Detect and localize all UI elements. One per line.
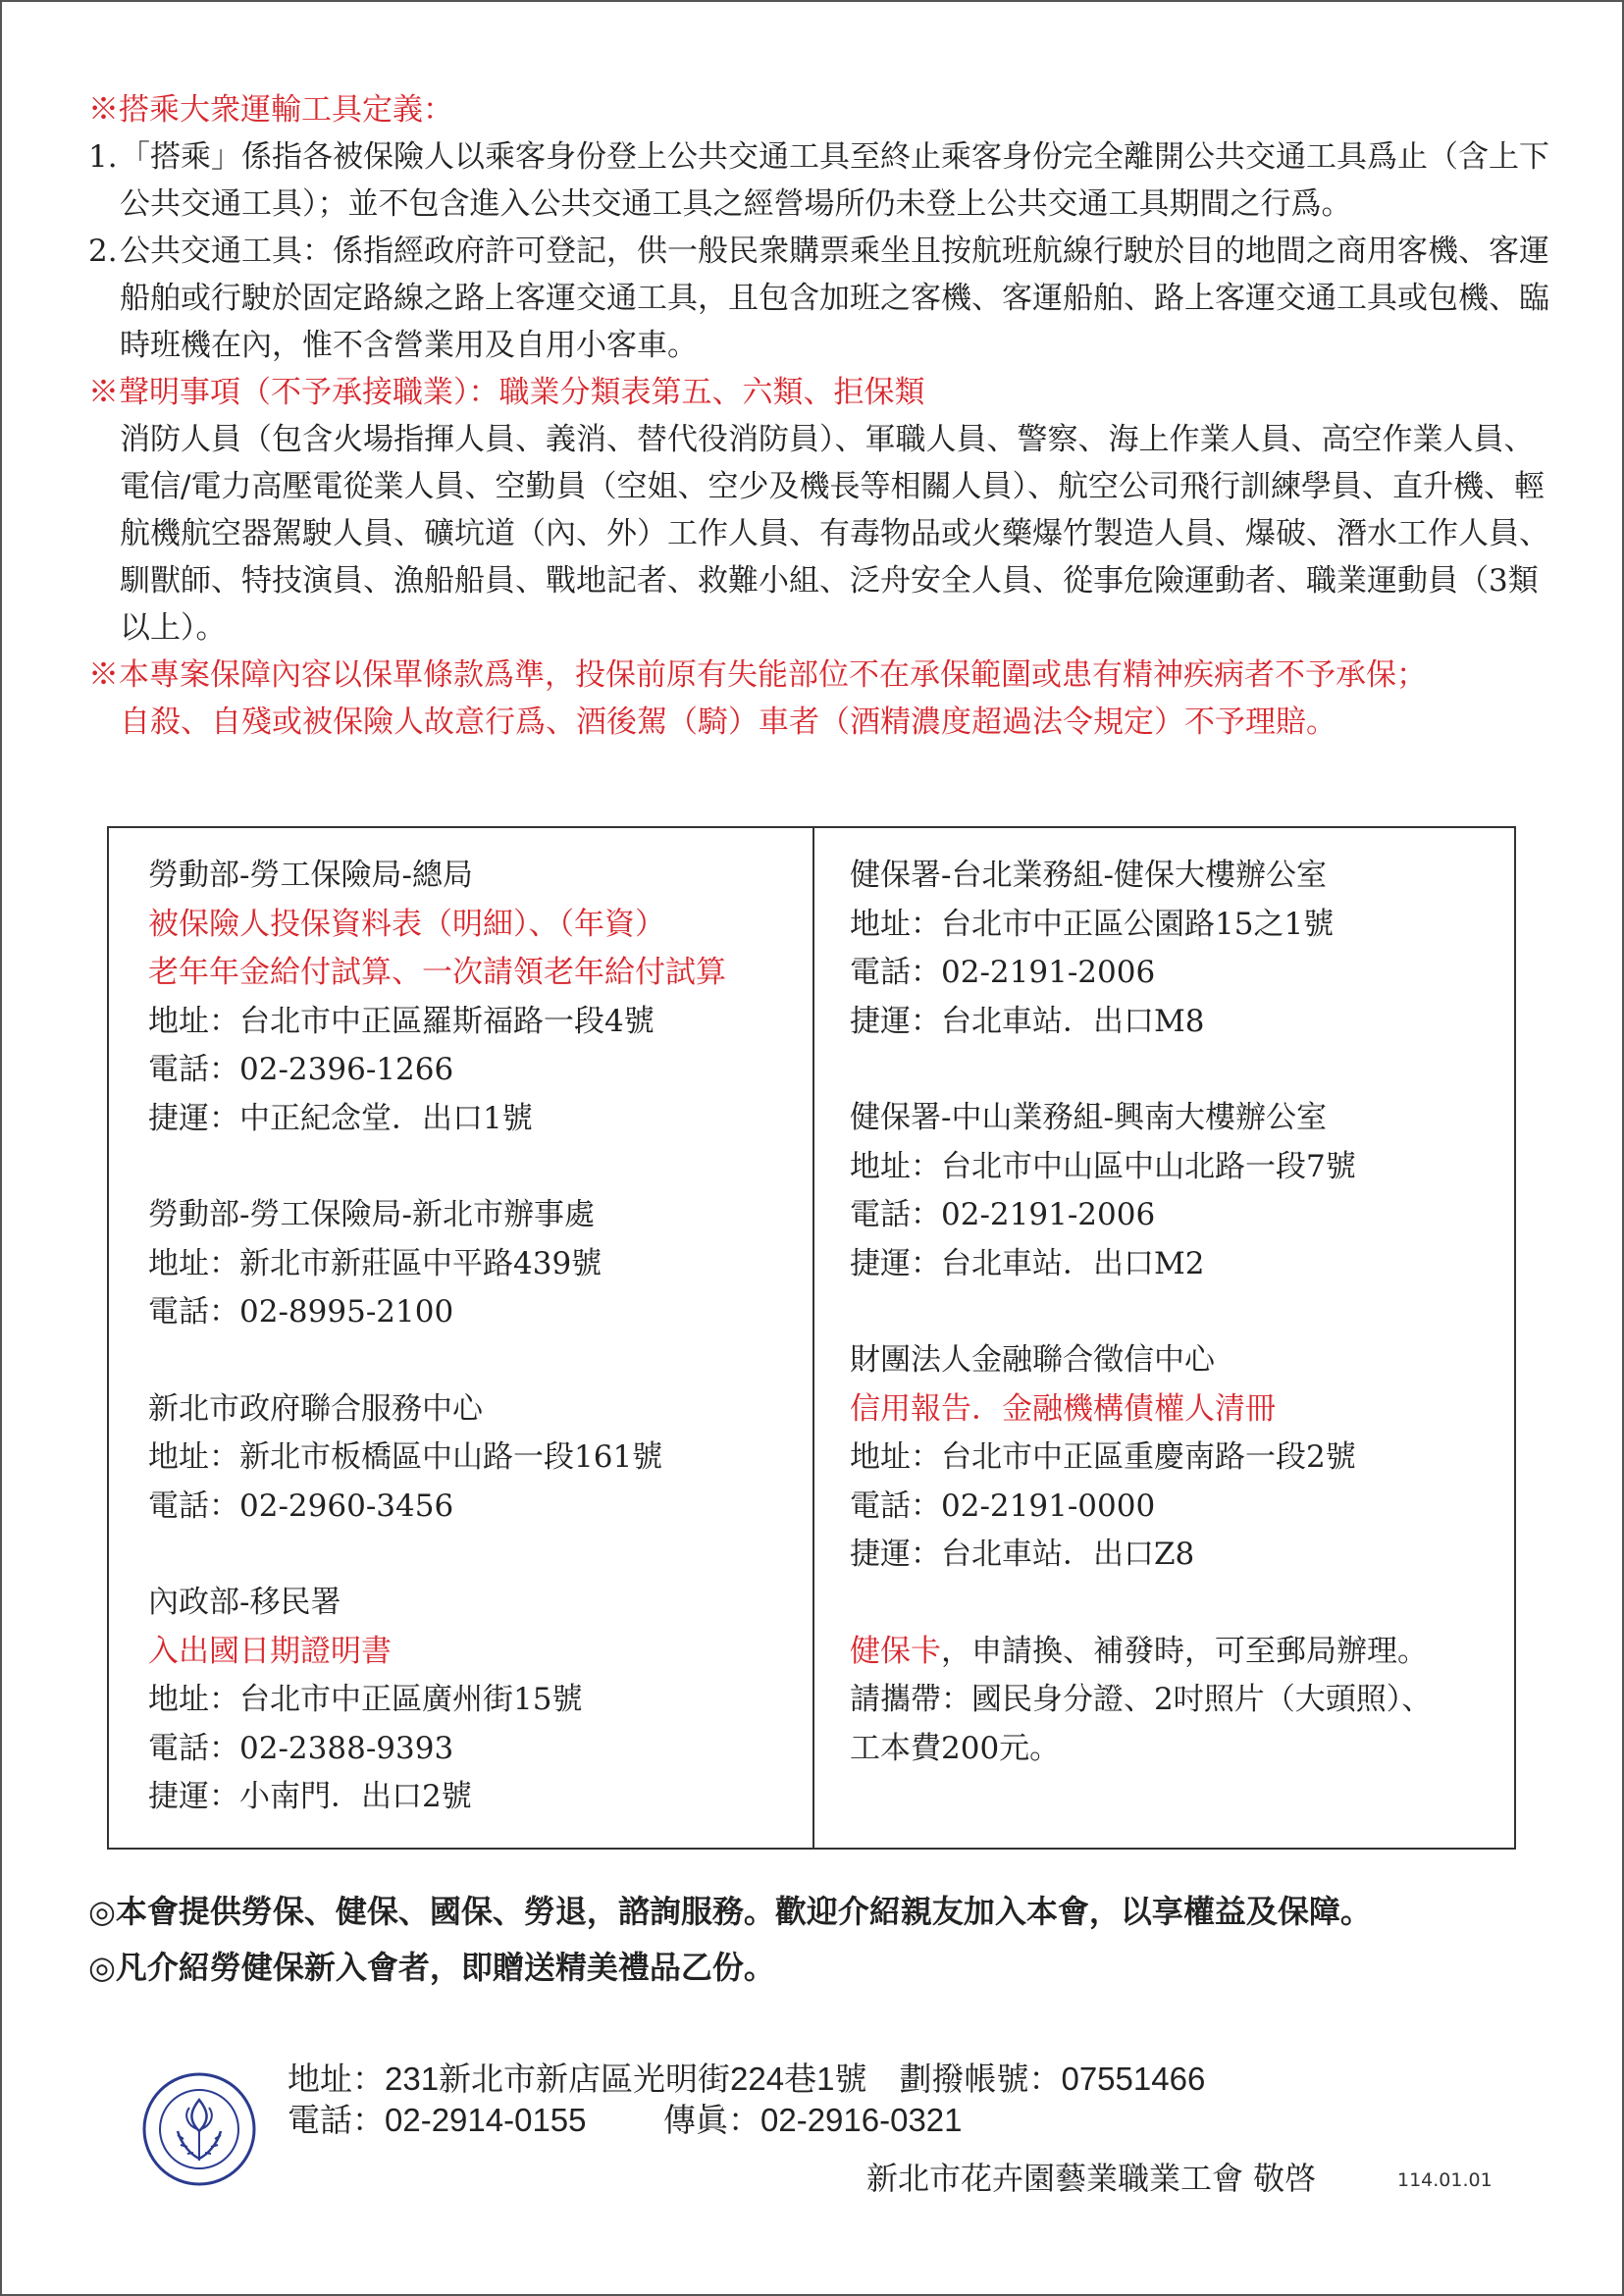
office-address: 地址：台北市中山區中山北路一段7號 <box>850 1148 1356 1184</box>
directory-right-column <box>814 828 1514 1848</box>
service-item: 老年年金給付試算、一次請領老年給付試算 <box>148 955 726 990</box>
union-fax: 傳眞：02-2916-0321 <box>663 2102 963 2138</box>
office-address: 地址：台北市中正區重慶南路一段2號 <box>850 1439 1356 1475</box>
office-address: 地址：台北市中正區公園路15之1號 <box>850 906 1335 942</box>
policy-note-line-1: ※本專案保障內容以保單條款爲準，投保前原有失能部位不在承保範圍或患有精神疾病者不予承保； <box>88 657 1427 693</box>
office-address: 地址：新北市新莊區中平路439號 <box>148 1245 602 1281</box>
office-title: 健保署-中山業務組-興南大樓辦公室 <box>850 1100 1327 1135</box>
item-text: 「搭乘」係指各被保險人以乘客身份登上公共交通工具至終止乘客身份完全離開公共交通工具爲止（含上下公共交通工具）；並不包含進入公共交通工具之經營場所仍未登上公共交通工具期間之行爲。 <box>120 139 1549 222</box>
office-title: 新北市政府聯合服務中心 <box>148 1390 483 1427</box>
declaration-heading: ※聲明事項（不予承接職業）：職業分類表第五、六類、拒保類 <box>88 375 925 410</box>
transport-definition-heading: ※搭乘大衆運輸工具定義： <box>88 92 453 128</box>
office-directory-table <box>107 826 1516 1850</box>
directory-left-column <box>109 828 814 1848</box>
office-mrt: 捷運：小南門．出口2號 <box>148 1779 472 1814</box>
office-address: 地址：台北市中正區羅斯福路一段4號 <box>148 1003 655 1039</box>
office-phone: 電話：02-2191-2006 <box>850 1197 1156 1232</box>
office-mrt: 捷運：台北車站．出口M2 <box>850 1245 1205 1281</box>
gift-statement: ◎凡介紹勞健保新入會者，即贈送精美禮品乙份。 <box>88 1949 775 1986</box>
policy-note-line-2: 自殺、自殘或被保險人故意行爲、酒後駕（騎）車者（酒精濃度超過法令規定）不予理賠。 <box>120 704 1336 740</box>
item-number: 1. <box>88 139 118 175</box>
union-contact <box>288 2059 1205 2141</box>
service-statement: ◎本會提供勞保、健保、國保、勞退，諮詢服務。歡迎介紹親友加入本會，以享權益及保障。 <box>88 1893 1372 1930</box>
health-card-text: ，申請換、補發時，可至郵局辦理。 <box>941 1633 1428 1669</box>
office-phone: 電話：02-8995-2100 <box>148 1294 454 1330</box>
union-phone-row <box>288 2100 1205 2141</box>
union-phone: 電話：02-2914-0155 <box>288 2102 587 2138</box>
office-mrt: 捷運：中正紀念堂．出口1號 <box>148 1100 533 1136</box>
document-version: 114.01.01 <box>1397 2169 1493 2191</box>
service-item: 信用報告．金融機構債權人清冊 <box>850 1390 1276 1427</box>
footer-notes <box>88 1884 1372 1996</box>
office-title: 勞動部-勞工保險局-新北市辦事處 <box>148 1197 595 1232</box>
office-phone: 電話：02-2396-1266 <box>148 1052 454 1087</box>
office-mrt: 捷運：台北車站．出口M8 <box>850 1003 1205 1039</box>
office-mrt: 捷運：台北車站．出口Z8 <box>850 1537 1195 1572</box>
office-phone: 電話：02-2191-0000 <box>850 1487 1156 1524</box>
office-title: 財團法人金融聯合徵信中心 <box>850 1342 1215 1378</box>
item-number: 2. <box>88 234 118 269</box>
union-seal-icon <box>140 2070 258 2188</box>
office-address: 地址：新北市板橋區中山路一段161號 <box>148 1439 663 1475</box>
union-address: 地址：231新北市新店區光明街224巷1號 劃撥帳號：07551466 <box>288 2061 1206 2097</box>
health-card-note <box>850 1628 1514 1677</box>
item-text: 公共交通工具：係指經政府許可登記，供一般民衆購票乘坐且按航班航線行駛於目的地間之商用客機、客運船舶或行駛於固定路線之路上客運交通工具，且包含加班之客機、客運船舶、路上客運交通工具或包機、臨時班機在內，惟不含營業用及自用小客車。 <box>120 234 1549 363</box>
office-title: 內政部-移民署 <box>148 1585 341 1620</box>
service-item: 被保險人投保資料表（明細）、（年資） <box>148 906 665 942</box>
office-phone: 電話：02-2388-9393 <box>148 1730 454 1766</box>
office-phone: 電話：02-2960-3456 <box>148 1487 454 1524</box>
health-card-label: 健保卡 <box>850 1633 941 1669</box>
notes-section <box>88 86 1550 746</box>
definition-item-1 <box>88 133 1550 228</box>
union-signature: 新北市花卉園藝業職業工會 敬啓 <box>866 2160 1317 2197</box>
definition-item-2 <box>88 228 1550 369</box>
service-item: 入出國日期證明書 <box>148 1633 392 1669</box>
health-card-fee: 工本費200元。 <box>850 1730 1061 1766</box>
office-title: 勞動部-勞工保險局-總局 <box>148 858 473 893</box>
office-phone: 電話：02-2191-2006 <box>850 955 1156 990</box>
office-title: 健保署-台北業務組-健保大樓辦公室 <box>850 858 1327 893</box>
declaration-text: 消防人員（包含火場指揮人員、義消、替代役消防員）、軍職人員、警察、海上作業人員、高空作業人員、電信/電力高壓電從業人員、空勤員（空姐、空少及機長等相關人員）、航空公司飛行訓練學員、直升機、輕航機航空器駕駛人員、礦坑道（內、外）工作人員、有毒物品或火藥爆竹製造人員、爆破、潛水工作人員、馴獸師、特技演員、漁船船員、戰地記者、救難小組、泛舟安全人員、從事危險運動者、職業運動員（3類以上）。 <box>120 422 1549 646</box>
health-card-requirements: 請攜帶：國民身分證、2吋照片（大頭照）、 <box>850 1682 1433 1717</box>
office-address: 地址：台北市中正區廣州街15號 <box>148 1682 583 1717</box>
